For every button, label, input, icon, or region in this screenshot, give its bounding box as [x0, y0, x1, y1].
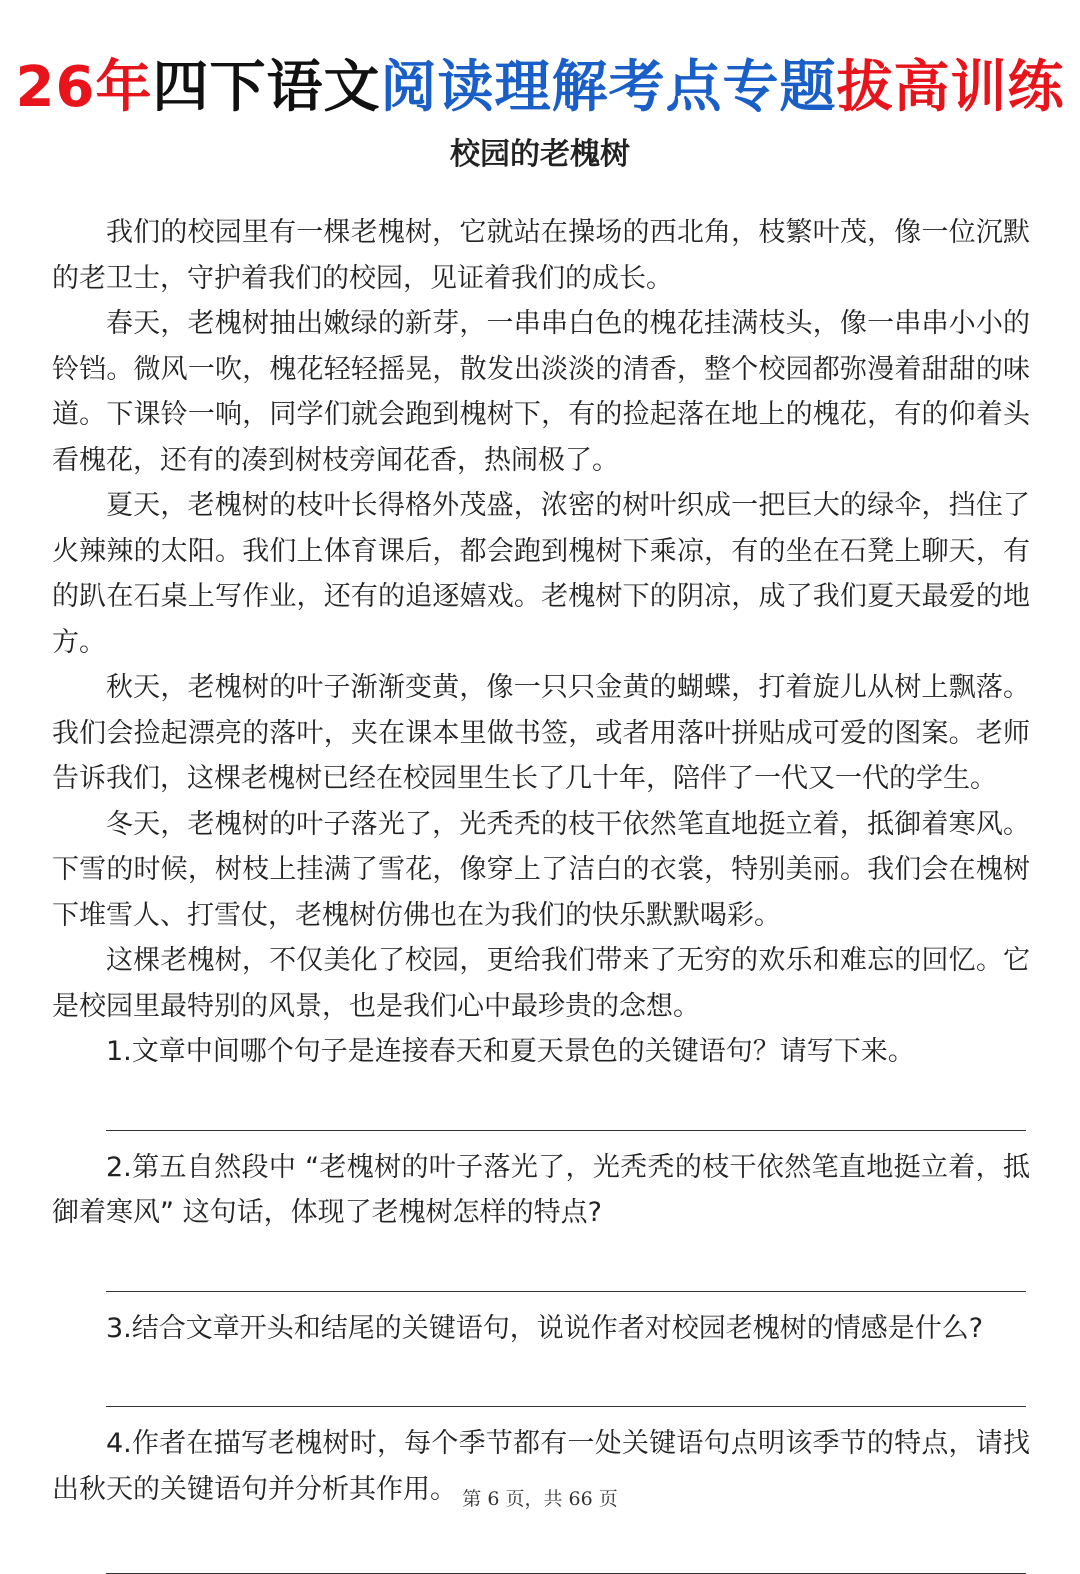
answer-line-3[interactable] — [106, 1351, 1026, 1407]
answer-line-2[interactable] — [106, 1236, 1026, 1292]
question-4: 4.作者在描写老槐树时，每个季节都有一处关键语句点明该季节的特点，请找出秋天的关键语句并分析其作用。 — [52, 1428, 1030, 1505]
answer-line-1[interactable] — [106, 1075, 1026, 1131]
paragraph-winter: 冬天，老槐树的叶子落光了，光秃秃的枝干依然笔直地挺立着，抵御着寒风。下雪的时候，树枝上挂满了雪花，像穿上了洁白的衣裳，特别美丽。我们会在槐树下堆雪人、打雪仗，老槐树仿佛也在为我们的快乐默默喝彩。 — [52, 808, 1030, 931]
page-footer: 第 6 页，共 66 页 — [462, 1488, 618, 1510]
paragraph-spring: 春天，老槐树抽出嫩绿的新芽，一串串白色的槐花挂满枝头，像一串串小小的铃铛。微风一吹，槐花轻轻摇晃，散发出淡淡的清香，整个校园都弥漫着甜甜的味道。下课铃一响，同学们就会跑到槐树下，有的捡起落在地上的槐花，有的仰着头看槐花，还有的凑到树枝旁闻花香，热闹极了。 — [52, 308, 1030, 476]
question-3: 3.结合文章开头和结尾的关键语句，说说作者对校园老槐树的情感是什么? — [106, 1312, 984, 1344]
article-body — [52, 210, 1030, 1574]
paragraph-conclusion: 这棵老槐树，不仅美化了校园，更给我们带来了无穷的欢乐和难忘的回忆。它是校园里最特别的风景，也是我们心中最珍贵的念想。 — [52, 945, 1030, 1022]
paragraph-autumn: 秋天，老槐树的叶子渐渐变黄，像一只只金黄的蝴蝶，打着旋儿从树上飘落。我们会捡起漂亮的落叶，夹在课本里做书签，或者用落叶拼贴成可爱的图案。老师告诉我们，这棵老槐树已经在校园里生长了几十年，陪伴了一代又一代的学生。 — [52, 672, 1030, 794]
answer-line-4[interactable] — [106, 1512, 1026, 1574]
page-title — [0, 48, 1080, 128]
paragraph-summer: 夏天，老槐树的枝叶长得格外茂盛，浓密的树叶织成一把巨大的绿伞，挡住了火辣辣的太阳。我们上体育课后，都会跑到槐树下乘凉，有的坐在石凳上聊天，有的趴在石桌上写作业，还有的追逐嬉戏。老槐树下的阴凉，成了我们夏天最爱的地方。 — [52, 490, 1030, 658]
question-1: 1.文章中间哪个句子是连接春天和夏天景色的关键语句？请写下来。 — [106, 1036, 915, 1067]
title-segment-grade: 四下语文 — [152, 55, 381, 120]
title-segment-training: 拔高训练 — [836, 55, 1065, 120]
title-segment-topic: 阅读理解考点专题 — [380, 55, 837, 120]
question-2: 2.第五自然段中 “老槐树的叶子落光了，光秃秃的枝干依然笔直地挺立着，抵御着寒风” 这句话，体现了老槐树怎样的特点? — [52, 1151, 1030, 1228]
paragraph-intro: 我们的校园里有一棵老槐树，它就站在操场的西北角，枝繁叶茂，像一位沉默的老卫士，守护着我们的校园，见证着我们的成长。 — [52, 217, 1030, 294]
article-title: 校园的老槐树 — [450, 137, 630, 172]
title-segment-year: 26年 — [15, 55, 153, 120]
